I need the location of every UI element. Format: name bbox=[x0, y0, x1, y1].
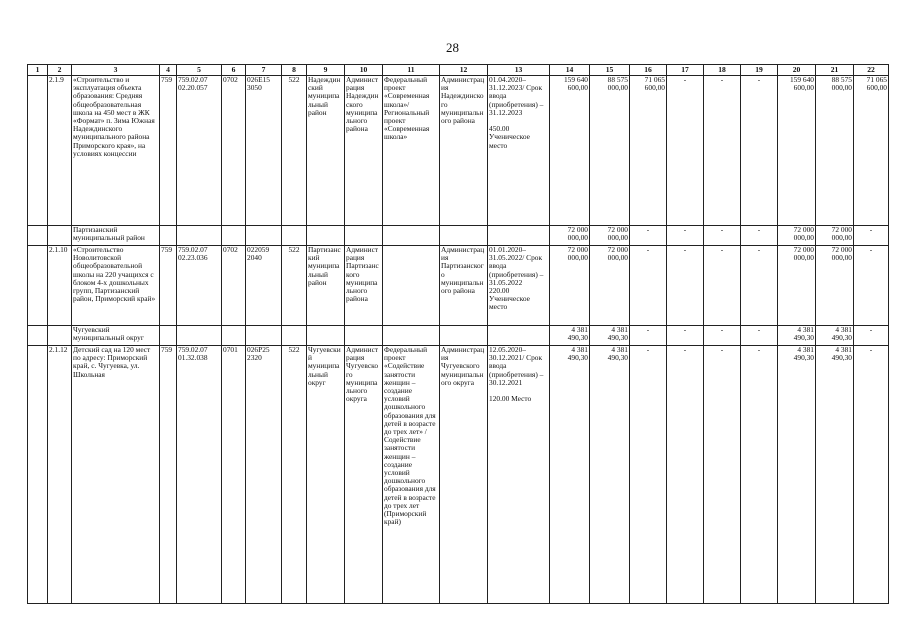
col-header: 4 bbox=[160, 65, 177, 76]
table-cell: - bbox=[630, 226, 667, 246]
table-cell: - bbox=[630, 326, 667, 346]
table-cell: 71 065 600,00 bbox=[854, 76, 889, 226]
table-cell: 4 381 490,30 bbox=[550, 326, 590, 346]
table-cell bbox=[345, 226, 383, 246]
table-cell: «Строительство и эксплуатация объекта образования: Средняя общеобразовательная школа на 450 мест в ЖК «Формат» п. Зима Южная Надеждинского муниципального района Приморского края», на условиях концессии bbox=[72, 76, 160, 226]
table-cell bbox=[222, 226, 246, 246]
table-cell: 4 381 490,30 bbox=[778, 326, 816, 346]
col-header: 14 bbox=[550, 65, 590, 76]
table-cell: 2.1.9 bbox=[48, 76, 72, 226]
table-cell bbox=[160, 326, 177, 346]
col-header: 9 bbox=[307, 65, 345, 76]
table-cell: Детский сад на 120 мест по адресу: Приморский край, с. Чугуевка, ул. Школьная bbox=[72, 346, 160, 604]
table-cell: 01.04.2020–31.12.2023/ Срок ввода (приобретения) – 31.12.2023 450.00 Ученическое место bbox=[488, 76, 550, 226]
table-cell: Администрация Чугуевского муниципального округа bbox=[440, 346, 488, 604]
table-cell: 759 bbox=[160, 76, 177, 226]
table-cell: - bbox=[704, 246, 741, 326]
table-cell bbox=[177, 326, 222, 346]
table-cell: 72 000 000,00 bbox=[550, 246, 590, 326]
col-header: 19 bbox=[741, 65, 778, 76]
table-cell bbox=[222, 326, 246, 346]
table-cell: Администрация Надеждинского муниципального района bbox=[440, 76, 488, 226]
table-cell bbox=[383, 226, 440, 246]
table-cell: Администрация Надеждинского муниципального района bbox=[345, 76, 383, 226]
table-cell bbox=[28, 346, 48, 604]
table-cell bbox=[28, 326, 48, 346]
table-cell: - bbox=[741, 76, 778, 226]
table-cell: 72 000 000,00 bbox=[816, 246, 854, 326]
table-cell: 522 bbox=[282, 346, 307, 604]
table-cell: - bbox=[741, 326, 778, 346]
table-cell bbox=[177, 226, 222, 246]
table-cell: - bbox=[704, 226, 741, 246]
table-cell bbox=[28, 246, 48, 326]
table-cell bbox=[488, 326, 550, 346]
col-header: 7 bbox=[246, 65, 282, 76]
col-header: 8 bbox=[282, 65, 307, 76]
table-cell: 159 640 600,00 bbox=[550, 76, 590, 226]
col-header: 17 bbox=[667, 65, 704, 76]
table-cell: 88 575 000,00 bbox=[816, 76, 854, 226]
table-cell: 72 000 000,00 bbox=[778, 226, 816, 246]
table-cell: 759.02.07 02.23.036 bbox=[177, 246, 222, 326]
col-header: 11 bbox=[383, 65, 440, 76]
table-cell: 759 bbox=[160, 246, 177, 326]
col-header: 13 bbox=[488, 65, 550, 76]
table-cell: 71 065 600,00 bbox=[630, 76, 667, 226]
table-cell: 022059 2040 bbox=[246, 246, 282, 326]
table-cell bbox=[488, 226, 550, 246]
table-cell: 4 381 490,30 bbox=[778, 346, 816, 604]
table-cell: 159 640 600,00 bbox=[778, 76, 816, 226]
col-header: 2 bbox=[48, 65, 72, 76]
table-cell: Надеждинский муниципальный район bbox=[307, 76, 345, 226]
col-header: 10 bbox=[345, 65, 383, 76]
table-cell: 4 381 490,30 bbox=[550, 346, 590, 604]
table-row bbox=[28, 76, 889, 226]
table-cell bbox=[160, 226, 177, 246]
table-cell bbox=[345, 326, 383, 346]
table-cell: 759 bbox=[160, 346, 177, 604]
table-cell: 2.1.10 bbox=[48, 246, 72, 326]
col-header: 5 bbox=[177, 65, 222, 76]
table-cell: 72 000 000,00 bbox=[778, 246, 816, 326]
table-cell: 72 000 000,00 bbox=[550, 226, 590, 246]
table-cell: Чугуевский муниципальный округ bbox=[307, 346, 345, 604]
table-cell: 522 bbox=[282, 246, 307, 326]
table-cell: 0701 bbox=[222, 346, 246, 604]
table-cell bbox=[282, 226, 307, 246]
table-cell bbox=[28, 76, 48, 226]
table-cell: 01.01.2020–31.05.2022/ Срок ввода (приобретения) – 31.05.2022 220.00 Ученическое место bbox=[488, 246, 550, 326]
table-cell: 72 000 000,00 bbox=[590, 246, 630, 326]
table-cell: 2.1.12 bbox=[48, 346, 72, 604]
table-cell bbox=[282, 326, 307, 346]
subtotal-row bbox=[28, 326, 889, 346]
page-number: 28 bbox=[446, 40, 459, 55]
col-header: 16 bbox=[630, 65, 667, 76]
col-header: 21 bbox=[816, 65, 854, 76]
table-cell: 72 000 000,00 bbox=[816, 226, 854, 246]
table-cell: - bbox=[741, 346, 778, 604]
subtotal-row bbox=[28, 226, 889, 246]
table-cell: 0702 bbox=[222, 246, 246, 326]
table-cell: 522 bbox=[282, 76, 307, 226]
table-cell bbox=[383, 246, 440, 326]
table-cell bbox=[307, 226, 345, 246]
table-cell bbox=[28, 226, 48, 246]
table-cell: - bbox=[667, 226, 704, 246]
table-cell bbox=[383, 326, 440, 346]
table-cell: - bbox=[741, 246, 778, 326]
table-cell bbox=[440, 326, 488, 346]
col-header: 1 bbox=[28, 65, 48, 76]
table-cell bbox=[246, 326, 282, 346]
header-row bbox=[28, 65, 889, 76]
table-row bbox=[28, 346, 889, 604]
table-cell bbox=[246, 226, 282, 246]
subtotal-label: Партизанский муниципальный район bbox=[72, 226, 160, 246]
col-header: 18 bbox=[704, 65, 741, 76]
table-cell: Администрация Чугуевского муниципального округа bbox=[345, 346, 383, 604]
table-cell: Партизанский муниципальный район bbox=[307, 246, 345, 326]
table-cell: - bbox=[704, 346, 741, 604]
table-cell: - bbox=[854, 246, 889, 326]
table-cell: - bbox=[704, 76, 741, 226]
table-cell: 759.02.07 01.32.038 bbox=[177, 346, 222, 604]
table-cell: - bbox=[667, 76, 704, 226]
table-cell: Федеральный проект «Современная школа»/Региональный проект «Современная школа» bbox=[383, 76, 440, 226]
col-header: 12 bbox=[440, 65, 488, 76]
subtotal-label: Чугуевский муниципальный округ bbox=[72, 326, 160, 346]
table-cell: 759.02.07 02.20.057 bbox=[177, 76, 222, 226]
col-header: 6 bbox=[222, 65, 246, 76]
table-cell bbox=[48, 326, 72, 346]
col-header: 22 bbox=[854, 65, 889, 76]
table-cell: - bbox=[630, 346, 667, 604]
table-cell: 4 381 490,30 bbox=[816, 346, 854, 604]
table-cell: 026P25 2320 bbox=[246, 346, 282, 604]
table-cell: Администрация Партизанского муниципального района bbox=[440, 246, 488, 326]
table-cell: - bbox=[854, 326, 889, 346]
table-cell: - bbox=[704, 326, 741, 346]
table-cell: Администрация Партизанского муниципального района bbox=[345, 246, 383, 326]
table-cell: 4 381 490,30 bbox=[590, 326, 630, 346]
table-cell: 12.05.2020–30.12.2021/ Срок ввода (приобретения) – 30.12.2021 120.00 Место bbox=[488, 346, 550, 604]
table-cell: - bbox=[630, 246, 667, 326]
table-cell: Федеральный проект «Содействие занятости женщин – создание условий дошкольного образования для детей в возрасте до трех лет» /Содействие занятости женщин – создание условий дошкольного образования для детей в возрасте до трех лет (Приморский край) bbox=[383, 346, 440, 604]
table-cell: «Строительство Новолитовской общеобразовательной школы на 220 учащихся с блоком 4-х дошкольных групп, Партизанский район, Приморский край» bbox=[72, 246, 160, 326]
table-cell: 0702 bbox=[222, 76, 246, 226]
table-cell: - bbox=[667, 346, 704, 604]
table-cell: 026E15 3050 bbox=[246, 76, 282, 226]
table-cell: 88 575 000,00 bbox=[590, 76, 630, 226]
table-cell: 4 381 490,30 bbox=[590, 346, 630, 604]
table-cell: - bbox=[854, 226, 889, 246]
table-cell: 72 000 000,00 bbox=[590, 226, 630, 246]
table-cell: 4 381 490,30 bbox=[816, 326, 854, 346]
col-header: 20 bbox=[778, 65, 816, 76]
table-cell: - bbox=[667, 246, 704, 326]
col-header: 15 bbox=[590, 65, 630, 76]
table-cell bbox=[48, 226, 72, 246]
col-header: 3 bbox=[72, 65, 160, 76]
table-cell: - bbox=[667, 326, 704, 346]
table-row bbox=[28, 246, 889, 326]
table-cell: - bbox=[741, 226, 778, 246]
budget-table bbox=[27, 64, 889, 604]
table-cell bbox=[307, 326, 345, 346]
table-cell bbox=[440, 226, 488, 246]
table-cell: - bbox=[854, 346, 889, 604]
